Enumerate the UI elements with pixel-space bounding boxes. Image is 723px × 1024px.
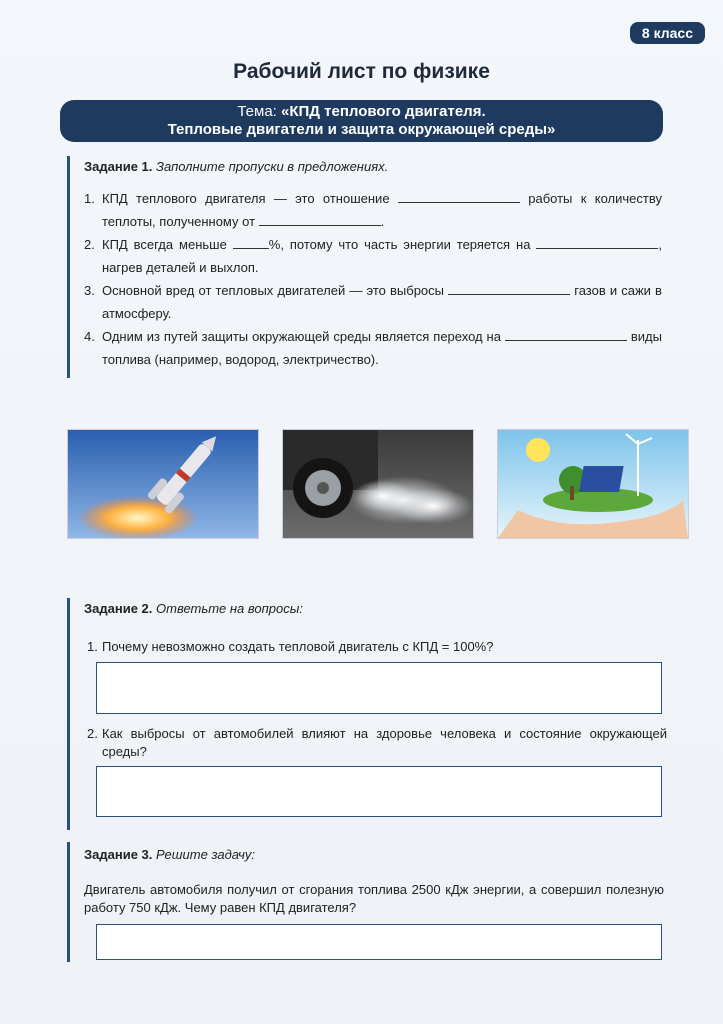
question-text: Как выбросы от автомобилей влияют на здоровье человека и состояние окружающей среды? [102, 726, 667, 759]
eco-image [498, 430, 688, 538]
item-text: работы к [528, 191, 587, 206]
task2-label: Задание 2. [84, 601, 153, 616]
task1-item-3 [84, 279, 662, 325]
item-text: %, потому что часть энергии теряется на [268, 237, 531, 252]
item-text: , нагрев деталей и выхлоп. [102, 237, 662, 275]
answer-box-task3[interactable] [96, 924, 662, 960]
item-text: сажи в атмосферу. [102, 283, 662, 321]
task2-question-1 [87, 638, 667, 656]
task1-instruction: Заполните пропуски в предложениях. [156, 159, 389, 174]
topic-banner [60, 100, 663, 142]
blank-field[interactable] [259, 212, 381, 226]
page-title: Рабочий лист по физике [233, 60, 490, 83]
topic-prefix: Тема: [237, 103, 281, 120]
task3-label: Задание 3. [84, 847, 153, 862]
task1-section [67, 156, 667, 378]
item-text: Основной вред от тепловых двигателей — это выбросы [102, 283, 444, 298]
task1-item-2 [84, 233, 662, 279]
item-number: 3. [84, 283, 95, 298]
question-number: 1. [87, 639, 98, 654]
task1-list [84, 187, 662, 371]
topic-line1: «КПД теплового двигателя. [281, 103, 486, 120]
blank-field[interactable] [448, 281, 570, 295]
item-text: виды топлива (например, водород, электричество). [102, 329, 662, 367]
blank-field[interactable] [505, 327, 627, 341]
task1-item-4 [84, 325, 662, 371]
item-text: количеству теплоты, полученному от [102, 191, 662, 229]
task1-label: Задание 1. [84, 159, 153, 174]
blank-field[interactable] [398, 189, 520, 203]
item-number: 4. [84, 329, 95, 344]
eco-photo [498, 430, 688, 538]
question-text: Почему невозможно создать тепловой двигатель с КПД = 100%? [102, 639, 494, 654]
task2-instruction: Ответьте на вопросы: [156, 601, 303, 616]
answer-box-q1[interactable] [96, 662, 662, 714]
grade-badge: 8 класс [630, 22, 705, 44]
task1-heading [84, 159, 667, 174]
task2-question-2 [87, 725, 667, 761]
item-text: КПД всегда меньше [102, 237, 227, 252]
task3-instruction: Решите задачу: [156, 847, 255, 862]
blank-field[interactable] [233, 235, 269, 249]
photo-strip [68, 430, 688, 538]
item-number: 2. [84, 237, 95, 252]
blank-field[interactable] [536, 235, 658, 249]
exhaust-image [283, 430, 473, 538]
topic-line2: Тепловые двигатели и защита окружающей среды» [167, 121, 556, 138]
item-text: Одним из путей защиты окружающей среды является переход на [102, 329, 501, 344]
rocket-photo [68, 430, 258, 538]
question-number: 2. [87, 726, 98, 741]
task3-problem: Двигатель автомобиля получил от сгорания топлива 2500 кДж энергии, а совершил полезную работу 750 кДж. Чему равен КПД двигателя? [84, 882, 664, 915]
item-text: . [380, 214, 385, 229]
task2-heading [84, 601, 667, 616]
item-number: 1. [84, 191, 95, 206]
task3-heading [84, 847, 667, 862]
item-text: КПД теплового двигателя — это отношение [102, 191, 390, 206]
answer-box-q2[interactable] [96, 766, 662, 817]
task1-item-1 [84, 187, 662, 233]
item-text: газов и [574, 283, 618, 298]
rocket-image [68, 430, 258, 538]
exhaust-photo [283, 430, 473, 538]
